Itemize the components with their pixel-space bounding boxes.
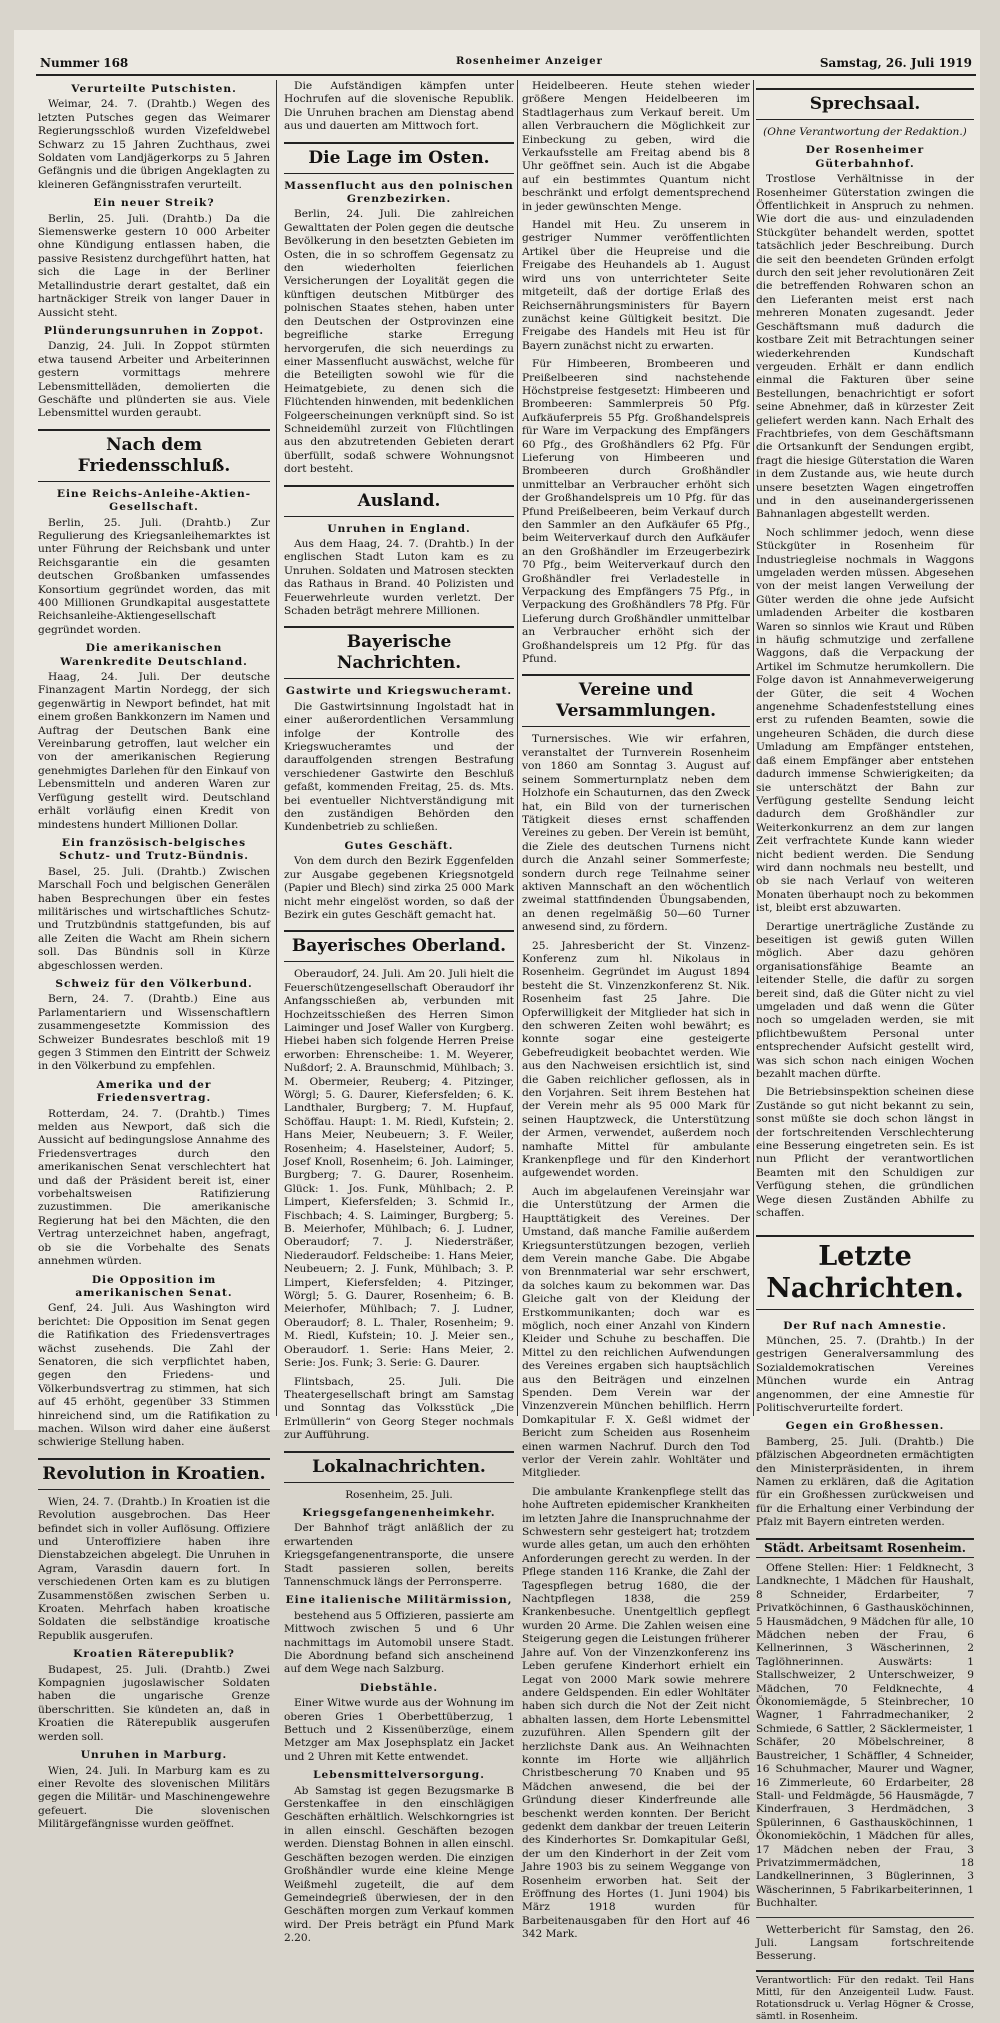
article-text: Wien, 24. 7. (Drahtb.) In Kroatien ist die Revolution ausgebrochen. Das Heer befindet sich in voller Auflösung. Offiziere und Unteroffiziere haben ihre Dienstabzeichen abgelegt. Die Unruhen in Agram, Varasdin dauern fort. In verschiedenen Orten kam es zu blutigen Zusammenstößen zwischen Serben u. Kroaten. Mehrfach haben kroatische Soldaten die selbständige kroatische Republik ausgerufen.: [38, 1495, 270, 1642]
section-heading: Vereine und Versammlungen.: [522, 674, 750, 727]
article-text: Rotterdam, 24. 7. (Drahtb.) Times melden aus Newport, daß sich die Aussicht auf bedingungslose Annahme des Friedensvertrages durch den amerikanischen Senat verschlechtert hat und daß der Präsident bereit ist, einer vorbehaltsweisen Ratifizierung zuzustimmen. Die amerikanische Regierung hat bei den Mächten, die den Vertrag unterzeichnet haben, angefragt, ob sie die Vorbehalte des Senats annehmen würden.: [38, 1107, 270, 1268]
article-text: Haag, 24. Juli. Der deutsche Finanzagent Martin Nordegg, der sich gegenwärtig in Newport befindet, hat mit einem großen Bankkonzern im Namen und Auftrag der Deutschen Bank eine Vereinbarung getroffen, laut welcher ein von der amerikanischen Regierung genehmigtes Darlehen für den Einkauf von Lebensmitteln und anderen Waren zur Verfügung gestellt wird. Deutschland erhält vorläufig einen Kredit von mindestens hundert Millionen Dollar.: [38, 671, 270, 831]
article-text: Ab Samstag ist gegen Bezugsmarke B Gerstenkaffee in den einschlägigen Geschäften erhältlich. Welschkorngries ist in allen einschl. Geschäften bezogen werden. Dienstag Bohnen in allen einschl. Geschäften bezogen werden. Die einzigen Großhändler wurde eine kleine Menge Weißmehl zugeteilt, die auf dem Gemeindegrieß überwiesen, der in den Geschäften morgen zum Verkauf kommen wird. Der Preis beträgt ein Pfund Mark 2.20.: [284, 1784, 514, 1945]
article-text: Berlin, 24. Juli. Die zahlreichen Gewalttaten der Polen gegen die deutsche Bevölkerung in den besetzten Gebieten im Osten, die in so schroffem Gegensatz zu den wiederholten feierlichen Versicherungen der Loyalität gegen die künftigen deutschen Mitbürger des polnischen Staates stehen, haben unter den Deutschen der Ostprovinzen eine begreifliche starke Erregung hervorgerufen, die sich neuerdings zu einer Massenflucht auswächst, welche für die Beteiligten sowohl wie für die Heimatgebiete, zu denen sich die Flüchtenden hinwenden, mit bedenklichen Folgeerscheinungen verknüpft sind. So ist Schneidemühl zurzeit von Flüchtlingen aus den abzutretenden Gebieten derart überfüllt, sodaß schwere Wohnungsnot dort besteht.: [284, 208, 514, 476]
article-heading: Der Ruf nach Amnestie.: [783, 1319, 947, 1332]
article-text: Für Himbeeren, Brombeeren und Preißelbeeren sind nachstehende Höchstpreise festgesetzt: Himbeeren und Brombeeren: Sammlerpreis 50 Pfg. Aufkäuferpreis 55 Pfg. Großhandelspreis für Ware im Verpackung des Empfängers 60 Pfg., des Großhändlers 62 Pfg. Für Lieferung von Himbeeren und Brombeeren durch Großhändler unmittelbar an Verbraucher erhöht sich der Großhandelspreis um 10 Pfg. für das Pfund Preißelbeeren, beim Verkauf durch den Sammler an den Aufkäufer 65 Pfg., beim Weiterverkauf durch den Aufkäufer an den Großhändler im Erzeugerbezirk 70 Pfg., beim Weiterverkauf durch den Großhändler frei Verladestelle in Verpackung des Empfängers 75 Pfg., in Verpackung des Großhändlers 78 Pfg. Für Lieferung durch Großhändler unmittelbar an Verbraucher erhöht sich der Großhandelspreis um 12 Pfg. für das Pfund.: [522, 358, 750, 666]
article-text: München, 25. 7. (Drahtb.) In der gestrigen Generalversammlung des Sozialdemokratischen Vereines München wurde ein Antrag angenommen, der eine Amnestie für Politischverurteilte fordert.: [756, 1334, 974, 1414]
employment-office-heading: Städt. Arbeitsamt Rosenheim.: [756, 1538, 974, 1558]
article-heading: Verurteilte Putschisten.: [71, 83, 237, 95]
column-1: [38, 80, 270, 1831]
article-text: Danzig, 24. Juli. In Zoppot stürmten etwa tausend Arbeiter und Arbeiterinnen gestern vormittags mehrere Lebensmittelläden, demolierten die Geschäfte und plünderten sie aus. Viele Lebensmittel wurden geraubt.: [38, 340, 270, 420]
article-heading: Diebstähle.: [359, 1681, 439, 1694]
newspaper-page: [14, 30, 980, 2022]
article-text: Berlin, 25. Juli. (Drahtb.) Da die Siemenswerke gestern 10 000 Arbeiter ohne Kündigung entlassen haben, die passive Resistenz durchgeführt hatten, hat sich die Lage in der Berliner Metallindustrie derart gestaltet, daß ein hartnäckiger Streik von langer Dauer in Aussicht steht.: [38, 212, 270, 319]
article-text: Genf, 24. Juli. Aus Washington wird berichtet: Die Opposition im Senat gegen die Ratifikation des Friedensvertrages wächst zusehends. Die Zahl der Senatoren, die sich verpflichtet haben, gegen den Friedens- und Völkerbundsvertrag zu stimmen, hat sich auf 45 erhöht, gegenüber 33 Stimmen hinreichend sind, um die Ratifikation zu machen. Wilson wird daher eine äußerst schwierige Stellung haben.: [38, 1302, 270, 1449]
article-text: Turnersisches. Wie wir erfahren, veranstaltet der Turnverein Rosenheim von 1860 am Sonntag 3. August auf seinem Sommerturnplatz neben dem Holzhofe ein Schauturnen, das den Zweck hat, ein Bild von der turnerischen Tätigkeit dieses ernst schaffenden Vereines zu geben. Der Verein ist bemüht, die Ziele des deutschen Turnens nicht durch die Anzahl seiner Sommerfeste; sondern durch rege Teilnahme seiner aktiven Mannschaft an den wöchentlich zweimal stattfindenden Übungsabenden, an denen regelmäßig 50—60 Turner anwesend sind, zu fördern.: [522, 733, 750, 934]
column-rule: [276, 80, 277, 1416]
article-text: Bern, 24. 7. (Drahtb.) Eine aus Parlamentariern und Wissenschaftlern zusammengesetzte Kommission des Schweizer Bundesrates beschloß mit 19 gegen 3 Stimmen den Eintritt der Schweiz in den Völkerbund zu empfehlen.: [38, 993, 270, 1073]
article-heading: Unruhen in Marburg.: [80, 1749, 228, 1762]
article-heading: Der Rosenheimer Güterbahnhof.: [805, 144, 925, 170]
article-heading: Ein französisch-belgisches Schutz- und Trutz-Bündnis.: [59, 836, 249, 863]
article-text: Bamberg, 25. Juli. (Drahtb.) Die pfälzischen Abgeordneten ermächtigten den Ministerpräsidenten, in ihrem Namen zu erklären, daß die Agitation für ein Großhessen zurückweisen und für die Erhaltung einer Verbindung der Pfalz mit Bayern eintreten werden.: [756, 1435, 974, 1529]
section-heading: Revolution in Kroatien.: [38, 1458, 270, 1490]
article-text: 25. Jahresbericht der St. Vinzenz-Konferenz zum hl. Nikolaus in Rosenheim. Gegründet im August 1894 besteht die St. Vinzenzkonferenz St. Nik. Rosenheim fast 25 Jahre. Die Opferwilligkeit der Mitglieder hat sich in den schweren Zeiten wohl bewährt; es konnte sogar eine gesteigerte Gebefreudigkeit beobachtet werden. Wie aus den Nachweisen ersichtlich ist, sind die Gaben reichlicher geflossen, als in den Vorjahren. Seit ihrem Bestehen hat der Verein mehr als 95 000 Mark für seinen Hauptzweck, die Unterstützung der Armen, verwendet, außerdem noch namhafte Mittel für ambulante Krankenpflege und für den Kinderhort aufgewendet worden.: [522, 939, 750, 1180]
section-heading: Nach dem Friedensschluß.: [38, 429, 270, 482]
section-heading: Lokalnachrichten.: [284, 1451, 514, 1483]
issue-number: Nummer 168: [40, 56, 129, 70]
article-heading: Ein neuer Streik?: [93, 197, 215, 210]
article-text: Noch schlimmer jedoch, wenn diese Stückgüter in Rosenheim für Industriegleise nochmals in Waggons umgeladen werden müssen. Abgesehen von der meist langen Verweilung der Güter werden die ohne jede Aufsicht umladenden Arbeiter die kostbaren Waren so sinnlos wie Kraut und Rüben in häufig schmutzige und zerfallene Waggons, daß die Verpackung der Artikel im Schmutze herumkollern. Die Folge davon ist Annahmeverweigerung der Güter, die seit 4 Wochen angenehme Schadenfeststellung eines erst zu rufenden Beamten, sowie die ungeheuren Schäden, die durch diese Umladung am Empfänger entstehen, daß einem Empfänger aber entstehen dadurch immense Schwierigkeiten; da sie unterschätzt der Bahn zur Verfügung gestellte Sendung leicht dadurch dem Großhändler zur Weiterkonkurrenz an dem zur langen Zeit verfrachtete Kunde kann wieder nicht bedient werden. Die Sendung wird dann nochmals neu bestellt, und ob sie nach Verlauf von weiteren Monaten überhaupt noch zu bekommen ist, bleibt erst abzuwarten.: [756, 526, 974, 915]
column-3: [522, 80, 750, 1941]
article-heading: Gastwirte und Kriegswucheramt.: [285, 685, 513, 698]
article-heading: Plünderungsunruhen in Zoppot.: [43, 324, 265, 337]
paper-name: Rosenheimer Anzeiger: [456, 56, 603, 67]
article-heading: Gegen ein Großhessen.: [785, 1420, 945, 1433]
article-text: Handel mit Heu. Zu unserem in gestriger Nummer veröffentlichten Artikel über die Heupreise und die Freigabe des Heuhandels ab 1. August wird uns von unterrichteter Seite mitgeteilt, daß der dortige Erlaß des Reichsernährungsministers für Bayern zunächst keine Gültigkeit besitzt. Die Freigabe des Handels mit Heu ist für Bayern zunächst nicht zu erwarten.: [522, 219, 750, 352]
article-text: Oberaudorf, 24. Juli. Am 20. Juli hielt die Feuerschützengesellschaft Oberaudorf ihr Anfangsschießen ab, verbunden mit Hochzeitsschießen des Herren Simon Laiminger und Josef Waller von Kurgberg. Hiebei haben sich folgende Herren Preise erworben: Ehrenscheibe: 1. M. Weyerer, Nußdorf; 2. A. Braunschmid, Mühlbach; 3. M. Obermeier, Reuberg; 4. Pitzinger, Wörgl; 5. G. Daurer, Kiefersfelden; 6. K. Landthaler, Burgberg; 7. M. Hupfauf, Schöffau. Haupt: 1. M. Riedl, Kufstein; 2. Hans Meier, Neubeuern; 3. F. Weiler, Rosenheim; 4. Haselsteiner, Audorf; 5. Josef Knoll, Rosenheim; 6. Joh. Laiminger, Burgberg; 7. G. Daurer, Rosenheim. Glück: 1. Jos. Funk, Mühlbach; 2. P. Limpert, Kiefersfelden; 3. Schmid Ir., Fischbach; 4. S. Laiminger, Burgberg; 5. B. Meierhofer, Mühlbach; 6. J. Ludner, Oberaudorf; 7. J. Niedersträßer, Niederaudorf. Feldscheibe: 1. Hans Meier, Neubeuern; 2. J. Funk, Mühlbach; 3. P. Limpert, Kiefersfelden; 4. Pitzinger, Wörgl; 5. G. Daurer, Rosenheim; 6. B. Meierhofer, Mühlbach; 7. J. Ludner, Oberaudorf; 8. L. Thaler, Rosenheim; 9. M. Riedl, Kufstein; 10. J. Meier sen., Oberaudorf. 1. Serie: Hans Meier, 2. Serie: Jos. Funk; 3. Serie: G. Daurer.: [284, 968, 514, 1370]
section-heading: Ausland.: [284, 485, 514, 517]
divider: [756, 1917, 974, 1918]
article-text: Von dem durch den Bezirk Eggenfelden zur Ausgabe gegebenen Kriegsnotgeld (Papier und Blech) sind zirka 25 000 Mark nicht mehr eingelöst worden, so daß der Bezirk ein gutes Geschäft gemacht hat.: [284, 855, 514, 921]
article-heading: Schweiz für den Völkerbund.: [55, 977, 253, 990]
article-text: Derartige unerträgliche Zustände zu beseitigen ist gewiß guten Willen möglich. Aber dazu gehören organisationsfähige Beamte an leitender Stelle, die dafür zu sorgen bereit sind, daß die Güter nicht zu viel umgeladen und daß wenn die Güter noch so umgeladen werden, sie mit pflichtbewußtem Personal unter entsprechender Aufsicht gestellt wird, was sich schon nach einigen Wochen bezahlt machen dürfte.: [756, 920, 974, 1081]
article-heading: Unruhen in England.: [327, 522, 471, 535]
article-text: Heidelbeeren. Heute stehen wieder größere Mengen Heidelbeeren im Stadtlagerhaus zum Verkauf bereit. Um allen Verbrauchern die Möglichkeit zur Einbeckung zu geben, wird die Verkaufsstelle am Freitag abend bis 8 Uhr geöffnet sein. Auch ist die Abgabe auf ein bestimmtes Quantum nicht beschränkt und erfolgt dementsprechend in jeder gewünschten Menge.: [522, 80, 750, 213]
editorial-note: (Ohne Verantwortung der Redaktion.): [763, 126, 967, 138]
article-text: Budapest, 25. Juli. (Drahtb.) Zwei Kompagnien jugoslawischer Soldaten haben die ungarische Grenze überschritten. Sie kündeten an, daß in Kroatien die Räterepublik ausgerufen werden soll.: [38, 1663, 270, 1743]
article-heading: Eine italienische Militärmission,: [285, 1594, 513, 1607]
article-heading: Amerika und der Friedensvertrag.: [96, 1078, 212, 1105]
article-heading: Gutes Geschäft.: [344, 839, 454, 852]
column-rule: [517, 80, 518, 1416]
article-heading: Kriegsgefangenenheimkehr.: [302, 1506, 496, 1519]
article-text: Weimar, 24. 7. (Drahtb.) Wegen des letzten Putsches gegen das Weimarer Regierungsschloß wurden Vizefeldwebel Schwarz zu 15 Jahren Zuchthaus, zwei Soldaten vom Landjägerkorps zu 5 Jahren Gefängnis und die übrigen Angeklagten zu kleineren Gefängnisstrafen verurteilt.: [38, 98, 270, 191]
article-text: Auch im abgelaufenen Vereinsjahr war die Unterstützung der Armen die Haupttätigkeit des Vereines. Der Umstand, daß manche Familie außerdem Kriegsunterstützungen bezogen, verlieh dem Verein manche Gabe. Die Abgabe von Brennmaterial war sehr erschwert, da solches kaum zu bekommen war. Das Gleiche galt von der Kleidung der Erstkommunikanten; doch war es möglich, noch einer Anzahl von Kindern Kleider und Schuhe zu beschaffen. Die Mittel zu den reichlichen Aufwendungen des Vereines ergaben sich hauptsächlich aus den Beiträgen und einzelnen Spenden. Dem Verein war der Vinzenzverein München behilflich. Herrn Domkapitular F. X. Geßl widmet der Bericht zum Scheiden aus Rosenheim einen warmen Nachruf. Durch den Tod verlor der Verein zahlr. Wohltäter und Mitglieder.: [522, 1185, 750, 1480]
employment-office-listing: Offene Stellen: Hier: 1 Feldknecht, 3 Landknechte, 1 Mädchen für Haushalt, 8 Schneider, Erdarbeiter, 7 Privatköchinnen, 6 Gasthausköchinnen, 5 Hausmädchen, 9 Mädchen für alle, 10 Mädchen neben der Frau, 6 Kellnerinnen, 3 Wäscherinnen, 2 Taglöhnerinnen. Auswärts: 1 Stallschweizer, 2 Unterschweizer, 9 Mädchen, 70 Feldknechte, 4 Ökonomiemägde, 5 Steinbrecher, 10 Wagner, 1 Fahrradmechaniker, 2 Schmiede, 6 Sattler, 2 Säcklermeister, 1 Schäfer, 20 Möbelschreiner, 8 Baustreicher, 1 Schäffler, 4 Schneider, 16 Schuhmacher, Maurer und Wagner, 16 Zimmerleute, 60 Erdarbeiter, 28 Stall- und Feldmägde, 56 Hausmägde, 7 Kinderfrauen, 3 Herdmädchen, 3 Spülerinnen, 6 Gasthausköchinnen, 1 Ökonomieköchin, 1 Mädchen für alles, 17 Mädchen neben der Frau, 3 Privatzimmermädchen, 18 Landkellnerinnen, 3 Büglerinnen, 3 Wäscherinnen, 5 Fabrikarbeiterinnen, 1 Buchhalter.: [756, 1562, 974, 1910]
article-text: Der Bahnhof trägt anläßlich der zu erwartenden Kriegsgefangenentransporte, die unsere Stadt passieren sollen, bereits Tannenschmuck längs der Perronsperre.: [284, 1522, 514, 1588]
article-heading: Eine Reichs-Anleihe-Aktien-Gesellschaft.: [56, 487, 252, 514]
weather-report: Wetterbericht für Samstag, den 26. Juli. Langsam fortschreitende Besserung.: [756, 1923, 974, 1963]
section-heading: Bayerisches Oberland.: [284, 930, 514, 962]
article-text: Die Gastwirtsinnung Ingolstadt hat in einer außerordentlichen Versammlung infolge der Kontrolle des Kriegswucheramtes und der darauffolgenden strengen Bestrafung verschiedener Gastwirte den Beschluß gefaßt, kommenden Freitag, 25. ds. Mts. bei eventueller Nichtverständigung mit den zuständigen Behörden den Kundenbetrieb zu schließen.: [284, 700, 514, 834]
dateline: Rosenheim, 25. Juli.: [345, 1488, 453, 1501]
article-heading: Massenflucht aus den polnischen Grenzbezirken.: [284, 179, 514, 206]
article-text: Die Aufständigen kämpfen unter Hochrufen auf die slovenische Republik. Die Unruhen brachen am Dienstag abend aus und dauerten am Mittwoch fort.: [284, 80, 514, 133]
article-text: Trostlose Verhältnisse in der Rosenheimer Güterstation zwingen die Öffentlichkeit in Anspruch zu nehmen. Wie dort die aus- und einzuladenden Stückgüter behandelt werden, spottet tatsächlich jeder Beschreibung. Durch die seit den beendeten Gründen erfolgt durch den seit jeher revolutionären Zeit die betreffenden Rohwaren schon an den Lieferanten meist erst nach mehreren Monaten zugesandt. Jeder Geschäftsmann muß dadurch die kostbare Zeit mit Betrachtungen seiner wiederkehrenden Kundschaft vergeuden. Erhält er dann endlich einmal die Fakturen über seine Bestellungen, benachrichtigt er sofort seine Abnehmer, daß in kürzester Zeit geliefert werden kann. Nach Erhalt des Frachtbriefes, von dem Geschäftsmann die Ortsankunft der Sendungen ergibt, fragt die hiesige Güterstation die Waren in dem Zustande aus, wie heute durch unsere besetzten Wagen eingetroffen und in den auseinandergerissenen Bahnanlagen abgestellt werden.: [756, 173, 974, 521]
article-text: Flintsbach, 25. Juli. Die Theatergesellschaft bringt am Samstag und Sonntag das Volksstück „Die Erlmüllerin“ von Georg Steger nochmals zur Aufführung.: [284, 1375, 514, 1442]
column-rule: [753, 80, 754, 1416]
imprint: Verantwortlich: Für den redakt. Teil Hans Mittl, für den Anzeigenteil Ludw. Faust. Rotationsdruck u. Verlag Högner & Crosse, sämtl. in Rosenheim.: [756, 1970, 974, 2023]
article-text: Wien, 24. Juli. In Marburg kam es zu einer Revolte des slovenischen Militärs gegen die Militär- und Maschinengewehre gefeuert. Die slovenischen Militärgefängnisse wurden geöffnet.: [38, 1764, 270, 1831]
masthead: [36, 52, 976, 76]
article-text: Berlin, 25. Juli. (Drahtb.) Zur Regulierung des Kriegsanleihemarktes ist unter Führung der Reichsbank und unter Reichsgarantie ein die gesamten deutschen Großbanken umfassendes Konsortium gegründet worden, das mit 400 Millionen Grundkapital ausgestattete Reichsanleihe-Aktiengesellschaft gegründet worden.: [38, 516, 270, 636]
article-heading: Die Opposition im amerikanischen Senat.: [75, 1273, 233, 1299]
issue-date: Samstag, 26. Juli 1919: [819, 56, 972, 70]
article-text: Einer Witwe wurde aus der Wohnung im oberen Gries 1 Oberbettüberzug, 1 Bettuch und 2 Kissenüberzüge, einem Metzger am Max Josephsplatz ein Jacket und 2 Uhren mit Kette entwendet.: [284, 1697, 514, 1763]
article-text: Basel, 25. Juli. (Drahtb.) Zwischen Marschall Foch und belgischen Generälen haben Besprechungen über ein festes militärisches und wirtschaftliches Schutz- und Trutzbündnis stattgefunden, bis auf alle Zeiten die Wacht am Rhein sichern soll. Das Bündnis soll in Kürze abgeschlossen werden.: [38, 865, 270, 972]
section-heading: Die Lage im Osten.: [284, 142, 514, 174]
article-text: bestehend aus 5 Offizieren, passierte am Mittwoch zwischen 5 und 6 Uhr nachmittags im Automobil unsere Stadt. Die Abordnung befand sich anscheinend auf dem Wege nach Salzburg.: [284, 1609, 514, 1676]
column-4: [756, 80, 974, 2022]
article-text: Die Betriebsinspektion scheinen diese Zustände so gut nicht bekannt zu sein, sonst müßte sie doch schon längst in der fortschreitenden Verschlechterung eine Besserung eingetreten sein. Es ist nun Pflicht der verantwortlichen Beamten mit den Schuldigen zur Verfügung stehen, die gründlichen Wege diesen Zuständen Abhilfe zu schaffen.: [756, 1086, 974, 1220]
section-heading: Letzte Nachrichten.: [756, 1235, 974, 1310]
section-heading: Sprechsaal.: [756, 88, 974, 120]
article-text: Aus dem Haag, 24. 7. (Drahtb.) In der englischen Stadt Luton kam es zu Unruhen. Soldaten und Matrosen steckten das Rathaus in Brand. 40 Polizisten und Feuerwehrleute wurden verletzt. Der Schaden beträgt mehrere Millionen.: [284, 537, 514, 617]
section-heading: Bayerische Nachrichten.: [284, 626, 514, 679]
article-heading: Lebensmittelversorgung.: [313, 1769, 485, 1782]
article-heading: Die amerikanischen Warenkredite Deutschland.: [60, 642, 248, 668]
article-text: Die ambulante Krankenpflege stellt das hohe Auftreten epidemischer Krankheiten im letzten Jahre die Inanspruchnahme der Schwestern sehr gesteigert hat; trotzdem wurde alles getan, um auch den erhöhten Anforderungen gerecht zu werden. In der Pflege standen 116 Kranke, die Zahl der Tagespflegen betrug 1680, die der Nachtpflegen 1838, die 259 Krankenbesuche. Unentgeltlich gepflegt wurden 20 Arme. Die Zahlen weisen eine Steigerung gegen die Leistungen früherer Jahre auf. Von der Vinzenzkonferenz ins Leben gerufene Kinderhort erhielt ein Legat von 2000 Mark sowie mehrere andere Geldspenden. Ein edler Wohltäter haben sich durch die Not der Zeit nicht abhalten lassen, dem Horte Lebensmittel zuzuführen. Allen Spendern gilt der herzlichste Dank aus. An Weihnachten konnte im Horte wie alljährlich Christbescherung 70 Knaben und 95 Mädchen anwesend, die bei der Gründung dieser Kinderfreunde alle beschenkt werden konnten. Der Bericht gedenkt dem dankbar der treuen Leiterin des Kinderhortes Sr. Domkapitular Geßl, der um den Kinderhort in der Zeit vom Jahre 1903 bis zu seinem Weggange von Rosenheim erworben hat. Seit der Eröffnung des Hortes (1. Juni 1904) bis März 1918 wurden für Barbeitenausgaben für den Hort auf 46 342 Mark.: [522, 1485, 750, 1941]
article-heading: Kroatien Räterepublik?: [73, 1648, 235, 1661]
column-2: [284, 80, 514, 1945]
